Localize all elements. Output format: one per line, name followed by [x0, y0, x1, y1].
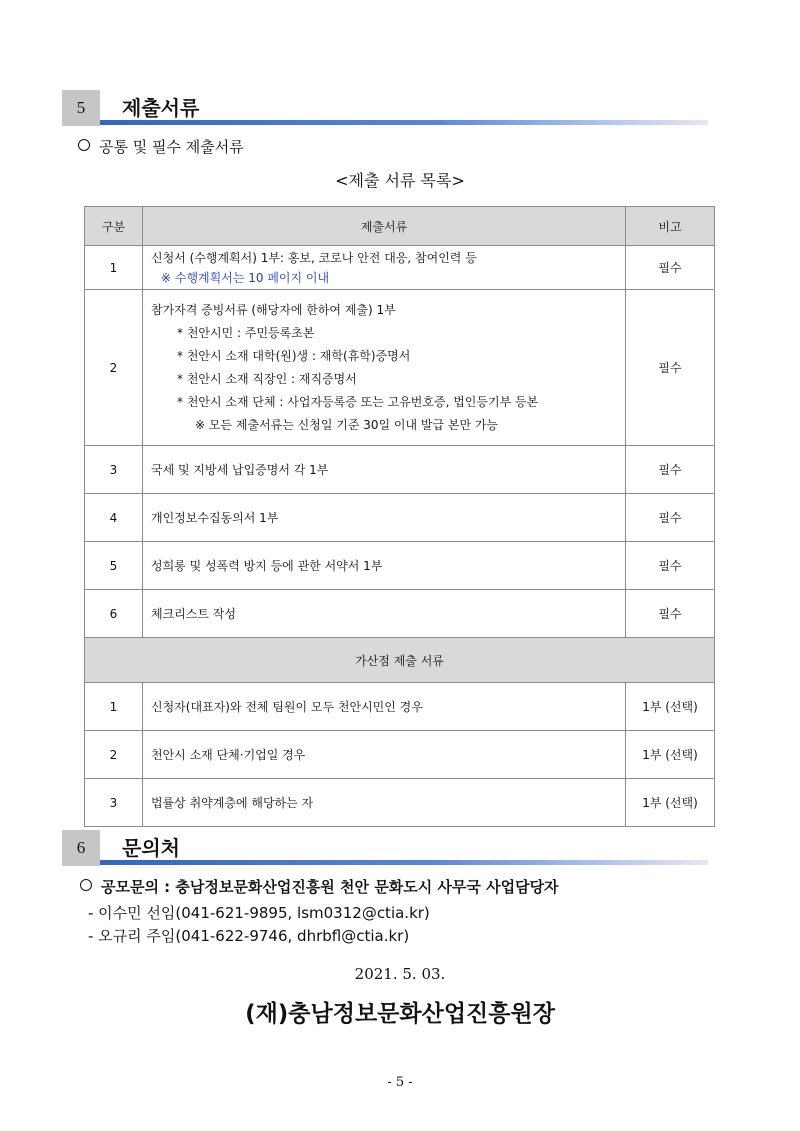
column-header: 비고 [626, 207, 715, 246]
table-row [85, 683, 715, 731]
row-number: 3 [85, 779, 143, 827]
table-caption: <제출 서류 목록> [335, 171, 465, 190]
note-text: ※ 수행계획서는 10 페이지 이내 [161, 270, 330, 285]
row-number: 3 [85, 446, 143, 494]
document-cell: 국세 및 지방세 납입증명서 각 1부 [143, 446, 626, 494]
document-cell: 신청자(대표자)와 전체 팀원이 모두 천안시민인 경우 [143, 683, 626, 731]
row-number: 2 [85, 731, 143, 779]
table-row [85, 290, 715, 446]
remark-cell: 1부 (선택) [626, 683, 715, 731]
table-row [85, 494, 715, 542]
table-row [85, 542, 715, 590]
organization-signature: (재)충남정보문화산업진흥원장 [245, 1001, 555, 1027]
column-header: 제출서류 [143, 207, 626, 246]
column-header: 구분 [85, 207, 143, 246]
section-number: 6 [62, 830, 100, 866]
contact-person: - 오규리 주임(041-622-9746, dhrbfl@ctia.kr) [88, 927, 410, 945]
document-cell: 천안시 소재 단체·기업일 경우 [143, 731, 626, 779]
table-row [85, 731, 715, 779]
remark-cell: 필수 [626, 446, 715, 494]
section-title: 문의처 [122, 836, 180, 860]
bonus-header-row [85, 638, 715, 683]
bonus-header: 가산점 제출 서류 [85, 638, 715, 683]
section-divider [100, 860, 708, 865]
remark-cell: 필수 [626, 590, 715, 638]
remark-cell: 필수 [626, 246, 715, 290]
document-cell: 체크리스트 작성 [143, 590, 626, 638]
contact-person: - 이수민 선임(041-621-9895, lsm0312@ctia.kr) [88, 904, 430, 922]
note-text: ※ 모든 제출서류는 신청일 기준 30일 이내 발급 본만 가능 [195, 417, 499, 432]
document-cell: 성희롱 및 성폭력 방지 등에 관한 서약서 1부 [143, 542, 626, 590]
remark-cell: 필수 [626, 542, 715, 590]
section-title: 제출서류 [122, 96, 200, 120]
circle-bullet-icon [78, 139, 90, 151]
remark-cell: 1부 (선택) [626, 731, 715, 779]
circle-bullet-icon [80, 879, 92, 891]
subheading: 공통 및 필수 제출서류 [78, 136, 244, 157]
section-5-header [62, 90, 722, 126]
table-row [85, 246, 715, 290]
row-number: 6 [85, 590, 143, 638]
remark-cell: 필수 [626, 290, 715, 446]
document-cell: 참가자격 증빙서류 (해당자에 한하여 제출) 1부 * 천안시민 : 주민등록초본 * 천안시 소재 대학(원)생 : 재학(휴학)증명서 * 천안시 소재 직장인 : 재직증명서 * 천안시 소재 단체 : 사업자등록증 또는 고유번호증, 법인등기부 등본 ※ 모든 제출서류는 신청일 기준 30일 이내 발급 본만 가능 [143, 290, 626, 446]
row-number: 4 [85, 494, 143, 542]
table-header-row [85, 207, 715, 246]
section-6-header [62, 830, 722, 866]
document-cell: 개인정보수집동의서 1부 [143, 494, 626, 542]
row-number: 2 [85, 290, 143, 446]
document-date: 2021. 5. 03. [354, 965, 446, 983]
contact-heading: 공모문의 : 충남정보문화산업진흥원 천안 문화도시 사무국 사업담당자 [80, 876, 559, 897]
page-number: - 5 - [387, 1075, 413, 1090]
row-number: 1 [85, 683, 143, 731]
row-number: 1 [85, 246, 143, 290]
remark-cell: 1부 (선택) [626, 779, 715, 827]
table-row [85, 446, 715, 494]
document-cell: 법률상 취약계층에 해당하는 자 [143, 779, 626, 827]
row-number: 5 [85, 542, 143, 590]
table-row [85, 590, 715, 638]
documents-table [84, 206, 715, 827]
document-cell: 신청서 (수행계획서) 1부: 홍보, 코로나 안전 대응, 참여인력 등 ※ 수행계획서는 10 페이지 이내 [143, 246, 626, 290]
remark-cell: 필수 [626, 494, 715, 542]
section-divider [100, 120, 708, 125]
section-number: 5 [62, 90, 100, 126]
table-row [85, 779, 715, 827]
